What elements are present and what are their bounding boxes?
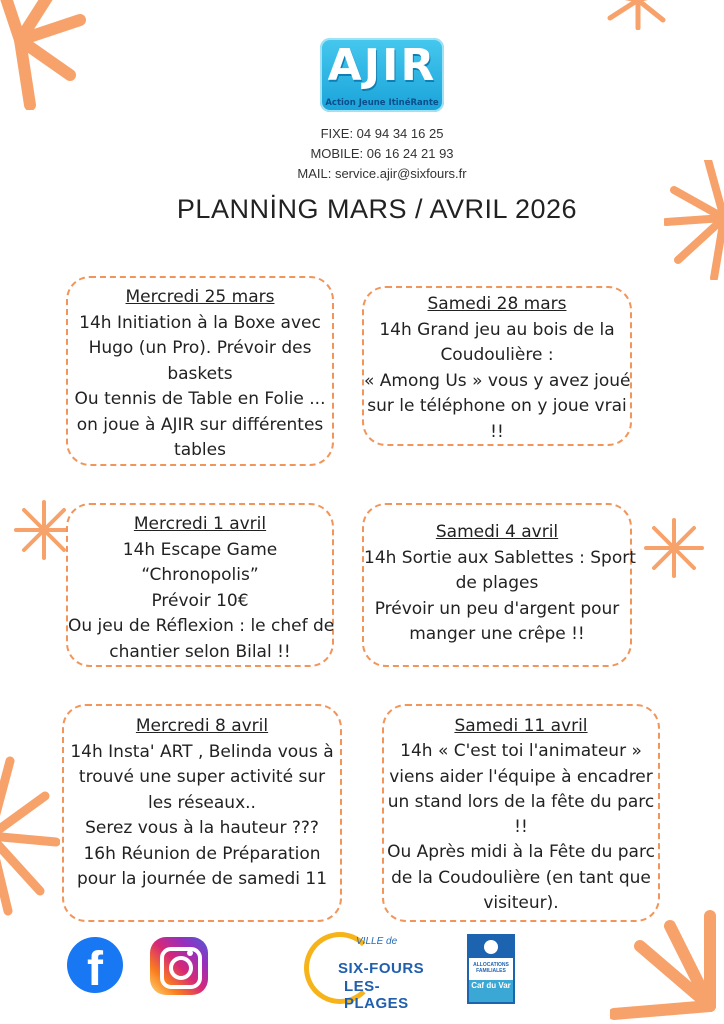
sunburst-decoration-bottom-right: [610, 906, 724, 1024]
event-line: trouvé une super activité sur: [78, 767, 326, 787]
event-card-samedi-28-mars: [362, 286, 632, 446]
event-line: !!: [490, 421, 504, 442]
event-day: Samedi 4 avril: [435, 522, 559, 542]
event-day: Mercredi 1 avril: [133, 514, 267, 534]
event-line: Ou jeu de Réflexion : le chef de: [68, 616, 335, 636]
event-line: les réseaux..: [148, 792, 256, 813]
event-line: de la Coudoulière (en tant que: [391, 867, 651, 888]
event-line: 14h « C'est toi l'animateur »: [400, 741, 642, 762]
event-line: tables: [174, 440, 226, 460]
event-line: on joue à AJIR sur différentes: [76, 414, 324, 435]
ajir-logo: [320, 38, 444, 112]
event-line: baskets: [167, 363, 233, 384]
event-line: chantier selon Bilal !!: [109, 641, 291, 662]
event-line: sur le téléphone on y joue vrai: [367, 396, 627, 416]
event-line: 16h Réunion de Préparation: [83, 843, 321, 864]
event-line: pour la journée de samedi 11: [76, 869, 328, 889]
event-line: Ou Après midi à la Fête du parc: [387, 842, 655, 863]
event-line: 14h Grand jeu au bois de la: [379, 319, 615, 340]
event-line: Hugo (un Pro). Prévoir des: [88, 338, 312, 358]
contact-mail: MAIL: service.ajir@sixfours.fr: [297, 166, 467, 181]
logo-text: AJIR: [327, 40, 437, 91]
sunburst-decoration-left-middle: [14, 500, 74, 560]
event-day: Samedi 11 avril: [454, 716, 588, 736]
event-line: !!: [514, 817, 528, 838]
six-fours-logo: [304, 932, 436, 1012]
facebook-letter: f: [87, 943, 103, 993]
event-day: Mercredi 8 avril: [135, 716, 269, 736]
event-line: Serez vous à la hauteur ???: [85, 818, 319, 838]
sunburst-decoration-top-left: [0, 0, 90, 110]
page-title: PLANNİNG MARS / AVRIL 2026: [176, 194, 578, 224]
contact-phone: FIXE: 04 94 34 16 25: [320, 126, 444, 141]
event-line: Coudoulière :: [440, 345, 554, 365]
event-day: Samedi 28 mars: [427, 294, 567, 314]
event-line: Ou tennis de Table en Folie ...: [74, 389, 326, 409]
six-fours-name: SIX-FOURS: [338, 960, 425, 977]
facebook-icon[interactable]: [67, 937, 123, 993]
contact-mobile: MOBILE: 06 16 24 21 93: [310, 146, 454, 161]
event-line: visiteur).: [483, 893, 559, 914]
event-card-mercredi-8-avril: [62, 704, 342, 922]
event-card-samedi-4-avril: [362, 503, 636, 667]
event-line: « Among Us » vous y avez joué: [364, 370, 631, 391]
event-line: “Chronopolis”: [141, 565, 259, 585]
caf-text: ALLOCATIONS FAMILIALES: [473, 962, 509, 974]
sunburst-decoration-right-middle: [644, 518, 704, 578]
event-line: 14h Initiation à la Boxe avec: [79, 312, 321, 333]
event-line: manger une crêpe !!: [409, 624, 585, 644]
event-card-mercredi-1-avril: [66, 503, 334, 667]
event-line: Prévoir un peu d'argent pour: [374, 598, 620, 619]
sunburst-decoration-left-bottom: [0, 756, 60, 916]
instagram-icon[interactable]: [150, 937, 208, 995]
event-line: 14h Insta' ART , Belinda vous à: [70, 741, 334, 762]
event-line: 14h Escape Game: [122, 539, 278, 560]
sunburst-decoration-top-right: [598, 0, 678, 30]
event-card-samedi-11-avril: [382, 704, 660, 922]
six-fours-name-2: LES-PLAGES: [344, 978, 409, 1012]
contact-info: [0, 124, 724, 184]
event-day: Mercredi 25 mars: [125, 287, 275, 307]
six-fours-ville: VILLE de: [356, 936, 398, 947]
event-card-mercredi-25-mars: [66, 276, 334, 466]
caf-emblem-icon: [484, 940, 498, 954]
logo-subtitle: Action Jeune ItinéRante: [325, 98, 439, 108]
caf-name: Caf du Var: [469, 980, 513, 1002]
event-line: un stand lors de la fête du parc: [387, 791, 655, 812]
event-line: Prévoir 10€: [151, 590, 249, 611]
caf-logo: [467, 934, 515, 1004]
event-line: viens aider l'équipe à encadrer: [389, 766, 653, 787]
event-line: 14h Sortie aux Sablettes : Sport: [364, 547, 636, 568]
event-line: de plages: [455, 573, 539, 593]
